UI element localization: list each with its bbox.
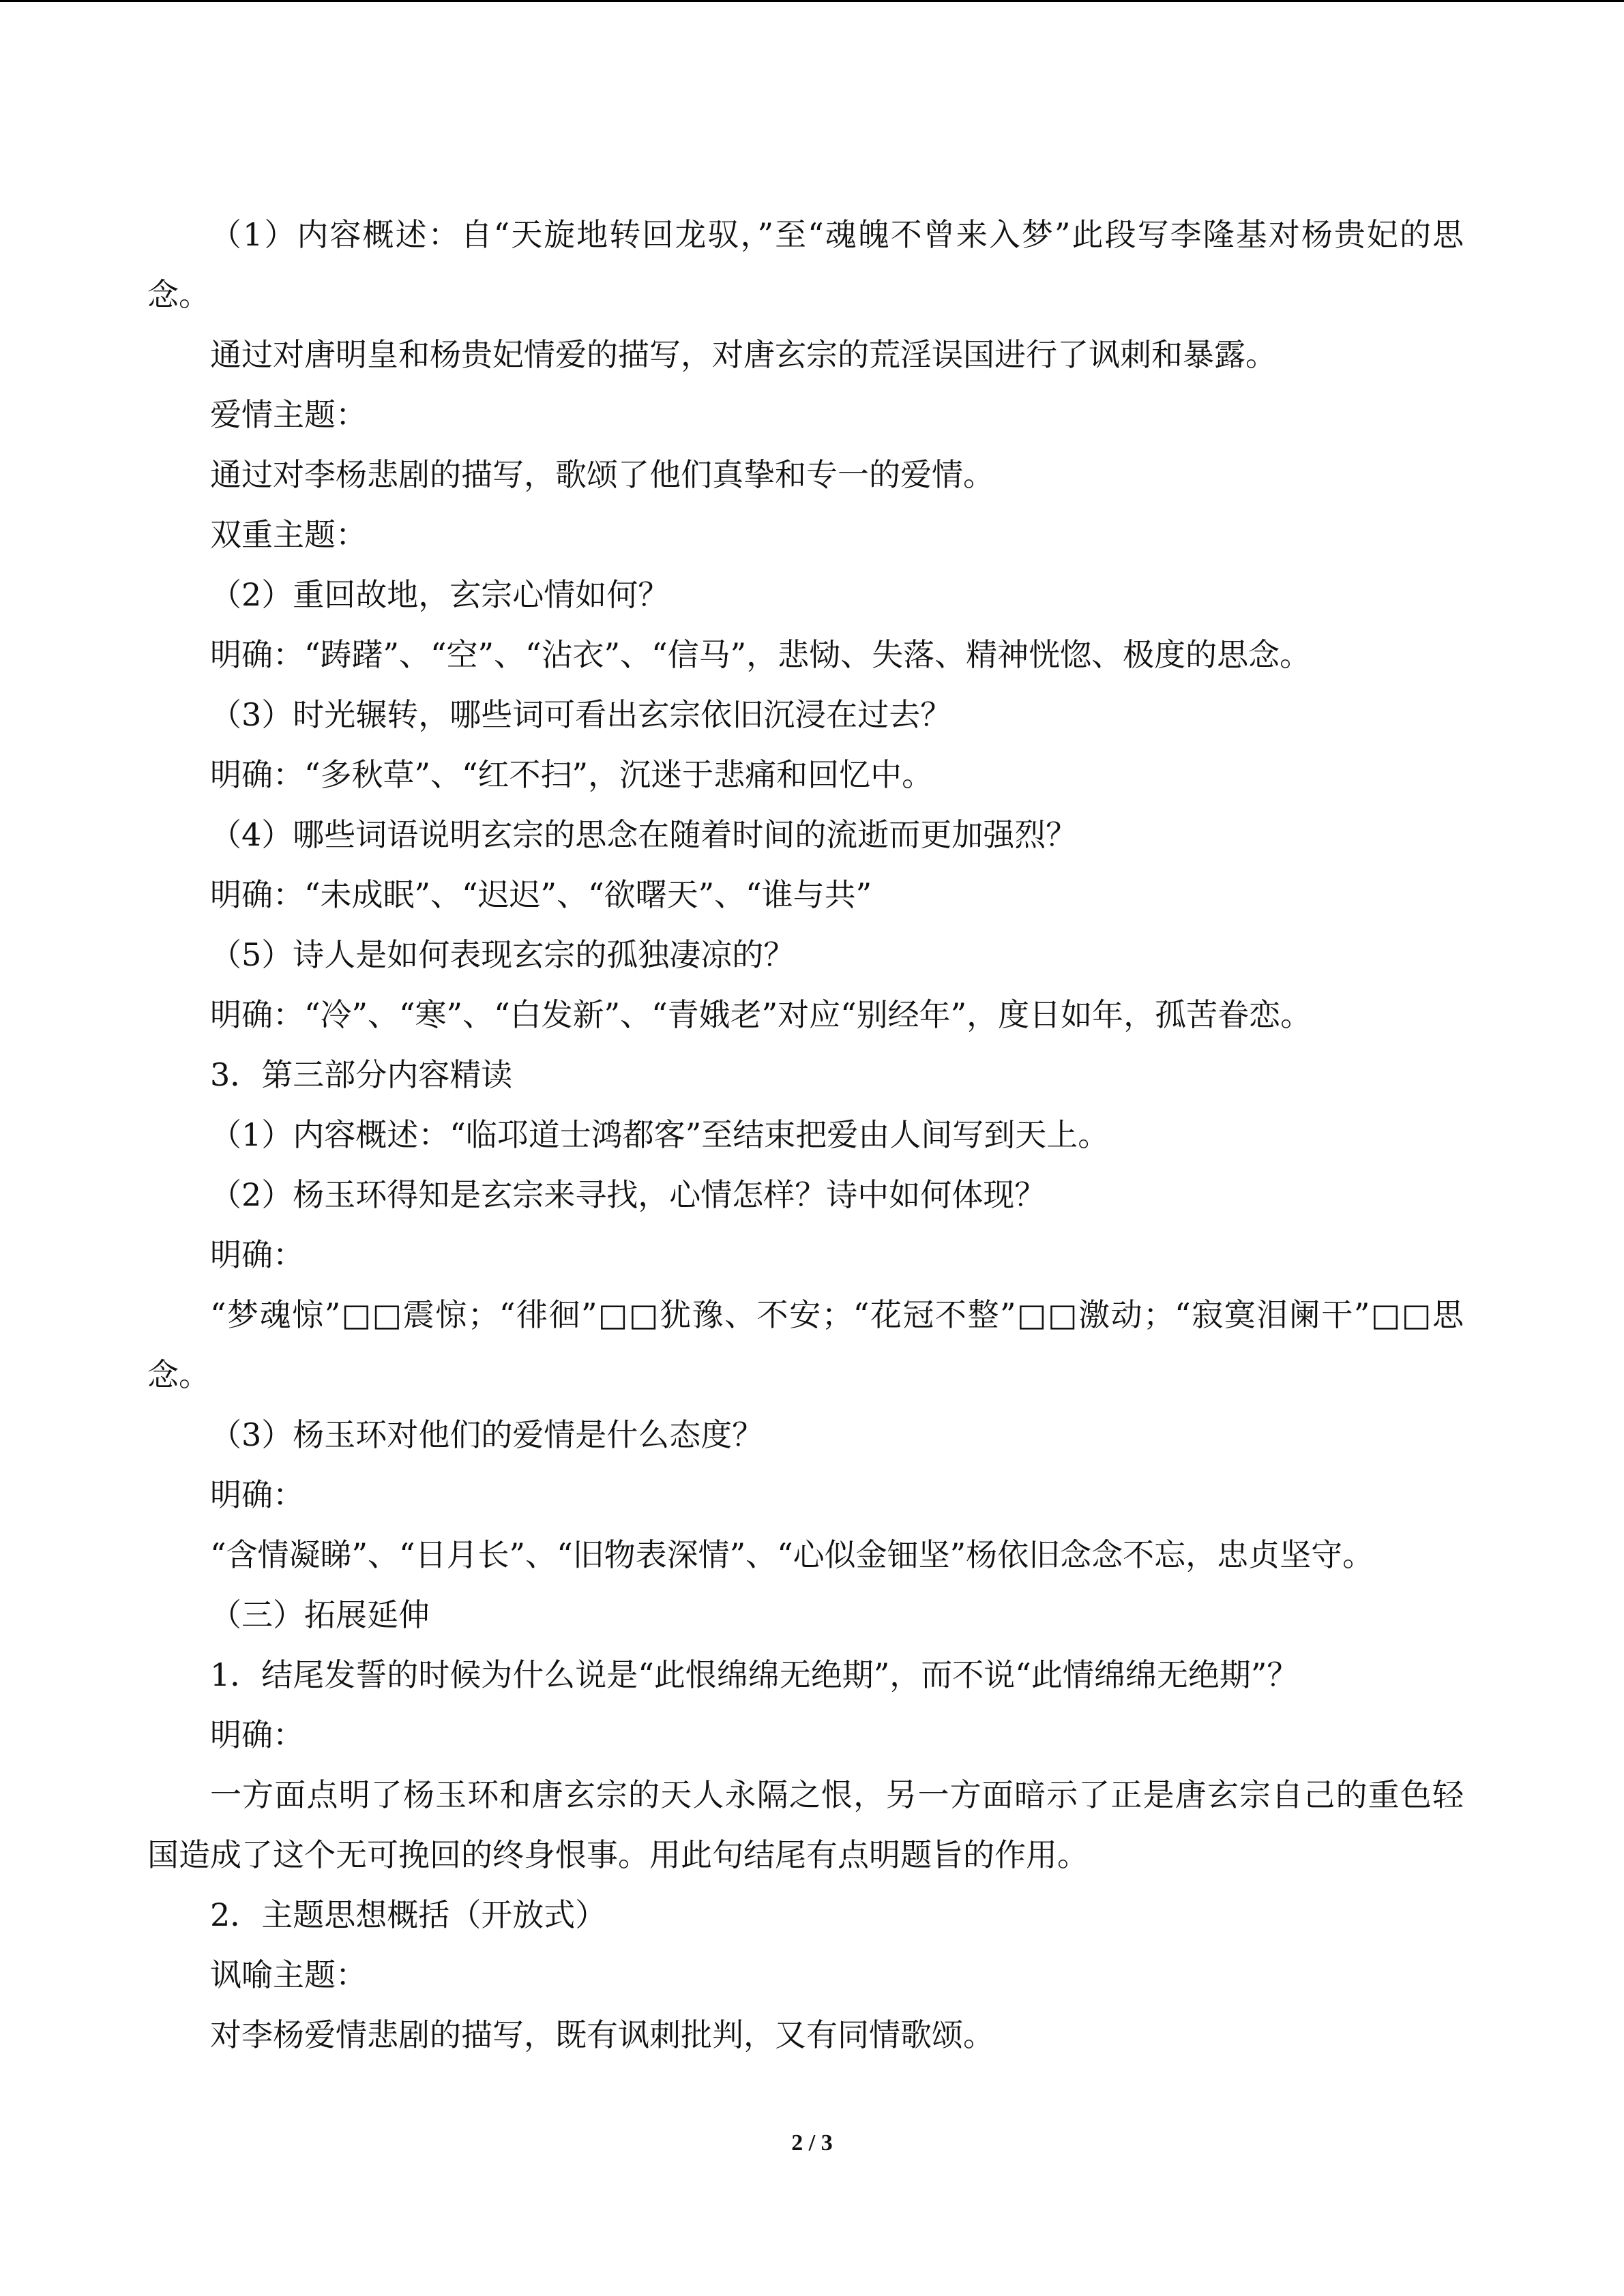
- paragraph-line: 明确：: [210, 1476, 304, 1513]
- document-body: [147, 205, 1464, 2065]
- paragraph-line: （1）内容概述：自“天旋地转回龙驭，”至“魂魄不曾来入梦”此段写李隆基对杨贵妃的思念。: [147, 216, 1464, 313]
- paragraph-line: （1）内容概述：“临邛道士鸿都客”至结束把爱由人间写到天上。: [210, 1116, 1110, 1153]
- paragraph-line: 明确：“冷”、“寒”、“白发新”、“青娥老”对应“别经年”，度日如年，孤苦眷恋。: [210, 996, 1312, 1033]
- paragraph-line: “含情凝睇”、“日月长”、“旧物表深情”、“心似金钿坚”杨依旧念念不忘，忠贞坚守。: [210, 1536, 1374, 1573]
- paragraph-line: 明确：“多秋草”、“红不扫”，沉迷于悲痛和回忆中。: [210, 756, 934, 793]
- paragraph-line: （5）诗人是如何表现玄宗的孤独凄凉的？: [210, 936, 795, 973]
- page-number: 2 / 3: [791, 2130, 833, 2156]
- paragraph-line: 明确：: [210, 1236, 304, 1273]
- paragraph-line: “梦魂惊”□□震惊；“徘徊”□□犹豫、不安；“花冠不整”□□激动；“寂寞泪阑干”□□思念。: [147, 1296, 1464, 1393]
- paragraph-line: 一方面点明了杨玉环和唐玄宗的天人永隔之恨，另一方面暗示了正是唐玄宗自己的重色轻国造成了这个无可挽回的终身恨事。用此句结尾有点明题旨的作用。: [147, 1776, 1464, 1873]
- paragraph-line: 明确：“未成眠”、“迟迟”、“欲曙天”、“谁与共”: [210, 876, 872, 913]
- paragraph-line: 明确：: [210, 1716, 304, 1753]
- paragraph-line: 通过对唐明皇和杨贵妃情爱的描写，对唐玄宗的荒淫误国进行了讽刺和暴露。: [210, 336, 1277, 373]
- paragraph-line: 爱情主题：: [210, 396, 367, 433]
- paragraph-line: 3．第三部分内容精读: [210, 1056, 513, 1093]
- paragraph-line: （2）杨玉环得知是玄宗来寻找，心情怎样？诗中如何体现？: [210, 1176, 1046, 1213]
- paragraph-line: 讽喻主题：: [210, 1956, 367, 1993]
- paragraph-line: （4）哪些词语说明玄宗的思念在随着时间的流逝而更加强烈？: [210, 816, 1078, 853]
- paragraph-line: （3）时光辗转，哪些词可看出玄宗依旧沉浸在过去？: [210, 696, 952, 733]
- paragraph-line: （三）拓展延伸: [210, 1596, 430, 1633]
- paragraph-line: （3）杨玉环对他们的爱情是什么态度？: [210, 1416, 764, 1453]
- paragraph-line: 对李杨爱情悲剧的描写，既有讽刺批判，又有同情歌颂。: [210, 2016, 994, 2053]
- paragraph-line: （2）重回故地，玄宗心情如何？: [210, 576, 670, 613]
- top-border-line: [0, 0, 1624, 2]
- paragraph-line: 通过对李杨悲剧的描写，歌颂了他们真挚和专一的爱情。: [210, 456, 994, 493]
- paragraph-line: 1．结尾发誓的时候为什么说是“此恨绵绵无绝期”，而不说“此情绵绵无绝期”？: [210, 1656, 1299, 1693]
- paragraph-line: 明确：“踌躇”、“空”、“沾衣”、“信马”，悲恸、失落、精神恍惚、极度的思念。: [210, 636, 1312, 673]
- paragraph-line: 2．主题思想概括（开放式）: [210, 1896, 607, 1933]
- paragraph-line: 双重主题：: [210, 516, 367, 553]
